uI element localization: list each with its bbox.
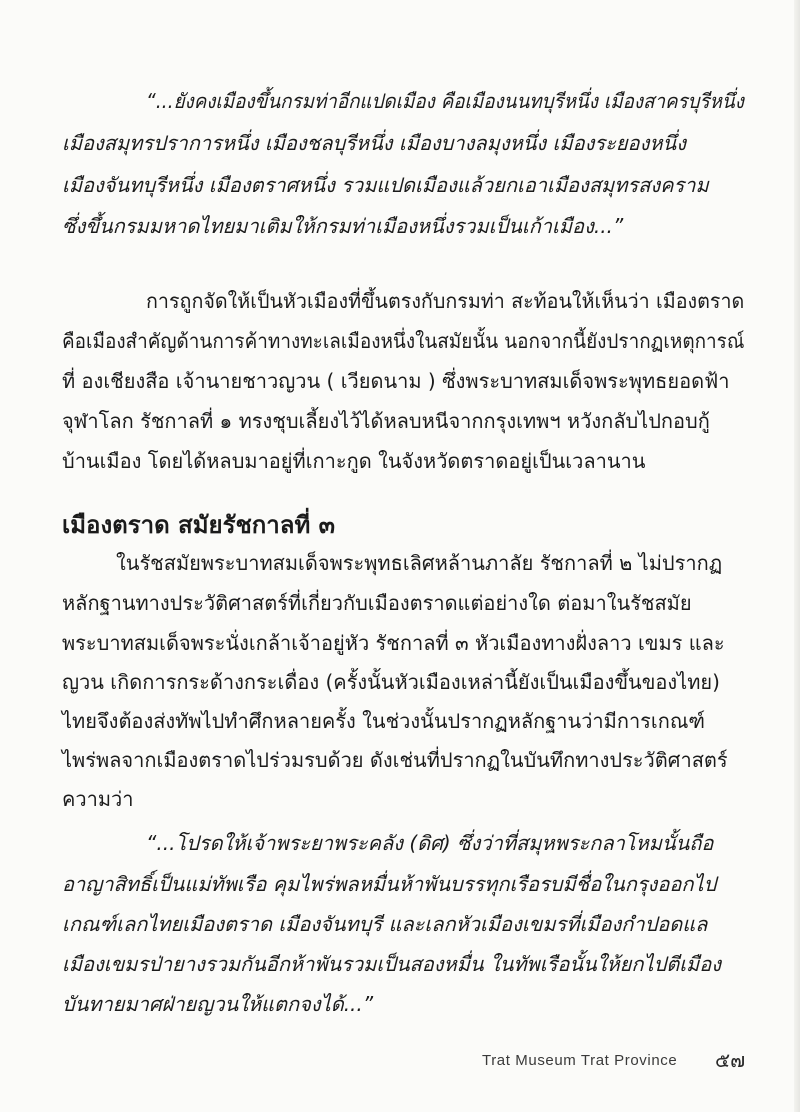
footer-caption: Trat Museum Trat Province [482, 1052, 678, 1069]
quote2-line-3: เกณฑ์เลกไทยเมืองตราด เมืองจันทบุรี และเลกหัวเมืองเขมรที่เมืองกำปอดแล [62, 912, 708, 936]
quote1-line-2: เมืองสมุทรปราการหนึ่ง เมืองชลบุรีหนึ่ง เมืองบางลมุงหนึ่ง เมืองระยองหนึ่ง [62, 131, 686, 155]
quote1-line-3: เมืองจันทบุรีหนึ่ง เมืองตราศหนึ่ง รวมแปดเมืองแล้วยกเอาเมืองสมุทรสงคราม [62, 173, 709, 197]
para1-line-5: บ้านเมือง โดยได้หลบมาอยู่ที่เกาะกูด ในจังหวัดตราดอยู่เป็นเวลานาน [62, 449, 646, 473]
para1-line-2: คือเมืองสำคัญด้านการค้าทางทะเลเมืองหนึ่งในสมัยนั้น นอกจากนี้ยังปรากฏเหตุการณ์ [62, 329, 745, 353]
para2-line-1: ในรัชสมัยพระบาทสมเด็จพระพุทธเลิศหล้านภาลัย รัชกาลที่ ๒ ไม่ปรากฏ [116, 551, 723, 575]
quote2-line-4: เมืองเขมรป่ายางรวมกันอีกห้าพันรวมเป็นสองหมื่น ในทัพเรือนั้นให้ยกไปตีเมือง [62, 952, 721, 976]
para1-line-4: จุฬาโลก รัชกาลที่ ๑ ทรงชุบเลี้ยงไว้ได้หลบหนีจากกรุงเทพฯ หวังกลับไปกอบกู้ [62, 409, 710, 433]
section-heading: เมืองตราด สมัยรัชกาลที่ ๓ [62, 511, 336, 539]
para2-line-7: ความว่า [62, 787, 134, 811]
para2-line-5: ไทยจึงต้องส่งทัพไปทำศึกหลายครั้ง ในช่วงนั้นปรากฏหลักฐานว่ามีการเกณฑ์ [62, 709, 706, 733]
page-edge [794, 0, 800, 1112]
quote1-line-1: “...ยังคงเมืองขึ้นกรมท่าอีกแปดเมือง คือเมืองนนทบุรีหนึ่ง เมืองสาครบุรีหนึ่ง [146, 89, 744, 113]
para2-line-4: ญวน เกิดการกระด้างกระเดื่อง (ครั้งนั้นหัวเมืองเหล่านี้ยังเป็นเมืองขึ้นของไทย) [62, 670, 720, 694]
para2-line-3: พระบาทสมเด็จพระนั่งเกล้าเจ้าอยู่หัว รัชกาลที่ ๓ หัวเมืองทางฝั่งลาว เขมร และ [62, 631, 725, 655]
page-number: ๕๗ [715, 1048, 746, 1072]
para1-line-1: การถูกจัดให้เป็นหัวเมืองที่ขึ้นตรงกับกรมท่า สะท้อนให้เห็นว่า เมืองตราด [146, 289, 745, 313]
para2-line-2: หลักฐานทางประวัติศาสตร์ที่เกี่ยวกับเมืองตราดแต่อย่างใด ต่อมาในรัชสมัย [62, 591, 692, 615]
para2-line-6: ไพร่พลจากเมืองตราดไปร่วมรบด้วย ดังเช่นที่ปรากฏในบันทึกทางประวัติศาสตร์ [62, 748, 728, 772]
quote1-line-4: ซึ่งขึ้นกรมมหาดไทยมาเติมให้กรมท่าเมืองหนึ่งรวมเป็นเก้าเมือง...” [62, 214, 624, 238]
quote2-line-2: อาญาสิทธิ์เป็นแม่ทัพเรือ คุมไพร่พลหมื่นห้าพันบรรทุกเรือรบมีชื่อในกรุงออกไป [62, 872, 717, 896]
quote2-line-1: “...โปรดให้เจ้าพระยาพระคลัง (ดิศ) ซึ่งว่าที่สมุหพระกลาโหมนั้นถือ [146, 831, 714, 855]
para1-line-3: ที่ องเชียงสือ เจ้านายชาวญวน ( เวียดนาม ) ซึ่งพระบาทสมเด็จพระพุทธยอดฟ้า [62, 369, 730, 393]
quote2-line-5: บันทายมาศฝ่ายญวนให้แตกจงได้...” [62, 992, 374, 1016]
